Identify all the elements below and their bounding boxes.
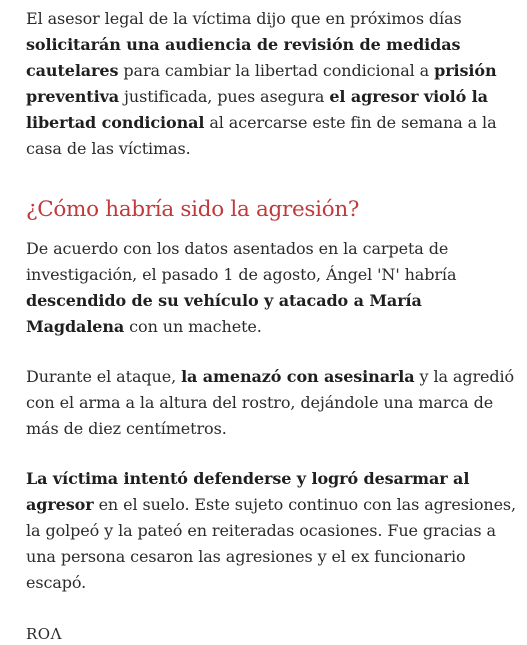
paragraph-attack	[26, 364, 524, 442]
paragraph-defense	[26, 466, 524, 596]
article-body	[26, 6, 524, 645]
text-run: Durante el ataque,	[26, 367, 182, 386]
section-heading: ¿Cómo habría sido la agresión?	[26, 197, 360, 222]
paragraph-investigation	[26, 236, 524, 340]
bold-text: el agresor violó la libertad condicional	[26, 87, 488, 132]
text-run: para cambiar la libertad condicional a	[118, 61, 435, 80]
paragraph-legal-advisor	[26, 6, 524, 162]
text-run: justificada, pues asegura	[119, 87, 330, 106]
text-run: al acercarse este fin de semana a la casa de las víctimas.	[26, 113, 497, 158]
text-run: con un machete.	[124, 317, 262, 336]
bold-text: solicitarán una audiencia de revisión de medidas cautelares	[26, 35, 461, 80]
bold-text: la amenazó con asesinarla	[181, 367, 415, 386]
author-signature: ROΛ	[26, 625, 62, 643]
text-run: De acuerdo con los datos asentados en la carpeta de investigación, el pasado 1 de agosto, Ángel 'N' habría	[26, 239, 457, 284]
text-run: y la agredió con el arma a la altura del rostro, dejándole una marca de más de diez centímetros.	[26, 367, 515, 438]
bold-text: descendido de su vehículo y atacado a María Magdalena	[26, 291, 422, 336]
bold-text: prisión preventiva	[26, 61, 497, 106]
text-run: en el suelo. Este sujeto continuo con las agresiones, la golpeó y la pateó en reiteradas ocasiones. Fue gracias a una persona cesaron las agresiones y el ex funcionario escapó.	[26, 495, 517, 592]
bold-text: La víctima intentó defenderse y logró desarmar al agresor	[26, 469, 470, 514]
text-run: El asesor legal de la víctima dijo que en próximos días	[26, 9, 462, 28]
